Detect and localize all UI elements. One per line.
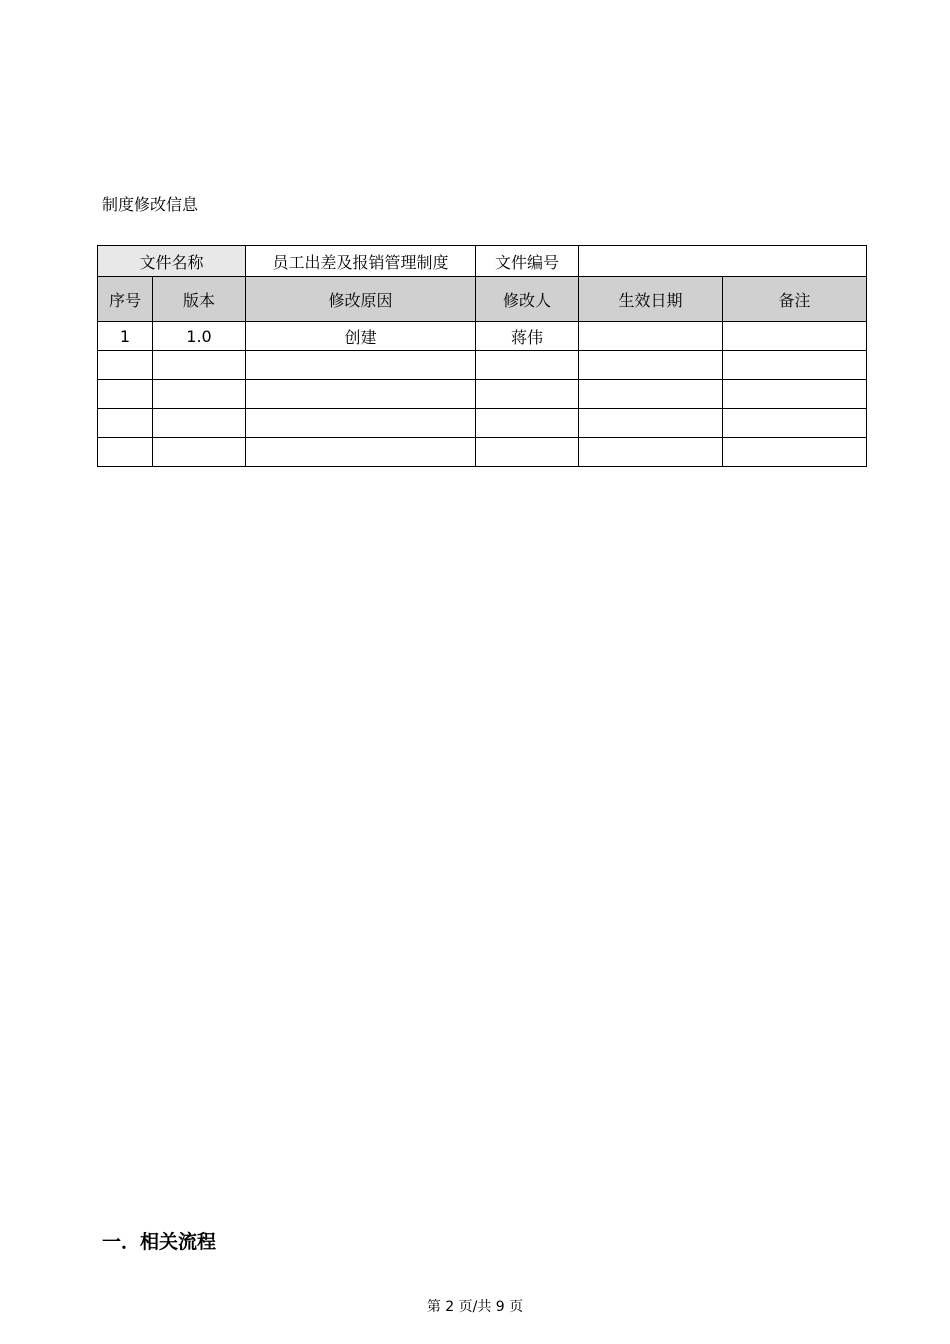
table-cell — [579, 322, 723, 351]
table-cell — [723, 409, 867, 438]
table-cell: 蒋伟 — [476, 322, 579, 351]
table-row — [98, 409, 867, 438]
table-cell — [246, 380, 476, 409]
table-cell — [246, 351, 476, 380]
table-cell — [98, 409, 153, 438]
table-row — [98, 380, 867, 409]
table-cell — [476, 351, 579, 380]
column-header-remarks: 备注 — [723, 277, 867, 322]
revision-table — [97, 245, 867, 467]
table-cell — [476, 380, 579, 409]
table-cell — [579, 438, 723, 467]
table-header-row — [98, 277, 867, 322]
table-cell — [153, 438, 246, 467]
table-cell — [579, 351, 723, 380]
table-cell — [153, 409, 246, 438]
table-cell — [579, 380, 723, 409]
revision-caption: 制度修改信息 — [102, 195, 199, 214]
table-row — [98, 322, 867, 351]
table-cell — [246, 409, 476, 438]
table-cell — [98, 380, 153, 409]
table-cell — [153, 380, 246, 409]
section-heading: 一．相关流程 — [102, 1231, 217, 1253]
file-info-row — [98, 246, 867, 277]
table-cell — [98, 438, 153, 467]
file-name-label: 文件名称 — [98, 246, 246, 277]
table-cell: 创建 — [246, 322, 476, 351]
page-footer: 第 2 页/共 9 页 — [426, 1299, 524, 1315]
table-cell — [153, 351, 246, 380]
table-cell — [246, 438, 476, 467]
table-row — [98, 438, 867, 467]
table-cell — [476, 409, 579, 438]
column-header-version: 版本 — [153, 277, 246, 322]
table-cell — [723, 322, 867, 351]
table-cell — [723, 351, 867, 380]
table-cell — [723, 438, 867, 467]
column-header-effective-date: 生效日期 — [579, 277, 723, 322]
table-cell — [476, 438, 579, 467]
table-cell: 1.0 — [153, 322, 246, 351]
column-header-index: 序号 — [98, 277, 153, 322]
table-cell: 1 — [98, 322, 153, 351]
table-cell — [98, 351, 153, 380]
column-header-reason: 修改原因 — [246, 277, 476, 322]
table-cell — [723, 380, 867, 409]
column-header-editor: 修改人 — [476, 277, 579, 322]
table-cell — [579, 409, 723, 438]
file-number-label: 文件编号 — [476, 246, 579, 277]
table-row — [98, 351, 867, 380]
file-number-value — [579, 246, 867, 277]
file-name-value: 员工出差及报销管理制度 — [246, 246, 476, 277]
